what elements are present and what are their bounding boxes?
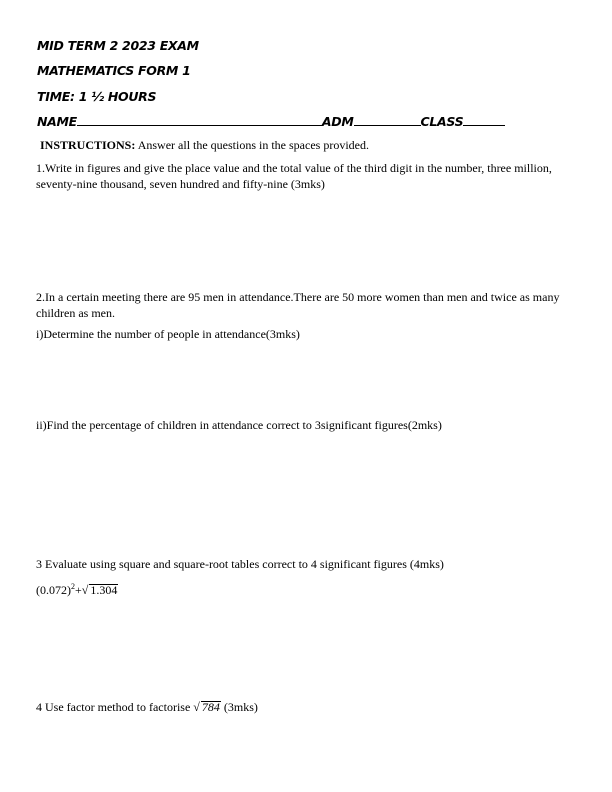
expr-base: (0.072) — [36, 583, 71, 597]
question-2-part-ii: ii)Find the percentage of children in attendance correct to 3significant figures(2mks) — [36, 418, 442, 432]
student-info-line — [37, 114, 505, 129]
instructions-text: Answer all the questions in the spaces provided. — [137, 138, 369, 152]
question-2: 2.In a certain meeting there are 95 men in attendance.There are 50 more women than men and twice as many children as men. — [36, 290, 560, 320]
sqrt-icon: √ — [193, 700, 200, 714]
question-4 — [36, 699, 258, 715]
class-label: CLASS — [420, 114, 464, 129]
question-3: 3 Evaluate using square and square-root tables correct to 4 significant figures (4mks) — [36, 557, 444, 571]
question-4-marks: (3mks) — [223, 700, 258, 714]
question-3-expression — [36, 579, 118, 598]
question-4-text: 4 Use factor method to factorise — [36, 700, 191, 714]
adm-label: ADM — [321, 114, 354, 129]
expr-exponent: 2 — [71, 582, 75, 591]
adm-blank[interactable] — [354, 124, 421, 126]
question-1: 1.Write in figures and give the place value and the total value of the third digit in the number, three million, seventy-nine thousand, seven hundred and fifty-nine (3mks) — [36, 161, 552, 191]
class-blank[interactable] — [463, 124, 505, 126]
radicand: 1.304 — [90, 583, 118, 597]
sqrt-icon: √ — [81, 583, 89, 597]
instructions-label: INSTRUCTIONS: — [40, 138, 136, 152]
name-label: NAME — [37, 114, 77, 129]
question-2-part-i: i)Determine the number of people in attendance(3mks) — [36, 327, 300, 341]
name-blank[interactable] — [77, 124, 322, 126]
exam-title: MID TERM 2 2023 EXAM — [37, 38, 199, 53]
instructions — [40, 137, 369, 153]
radicand: 784 — [201, 700, 220, 714]
time-allowed: TIME: 1 ½ HOURS — [37, 89, 157, 104]
subject-title: MATHEMATICS FORM 1 — [37, 63, 191, 78]
expr-plus: + — [75, 583, 82, 597]
